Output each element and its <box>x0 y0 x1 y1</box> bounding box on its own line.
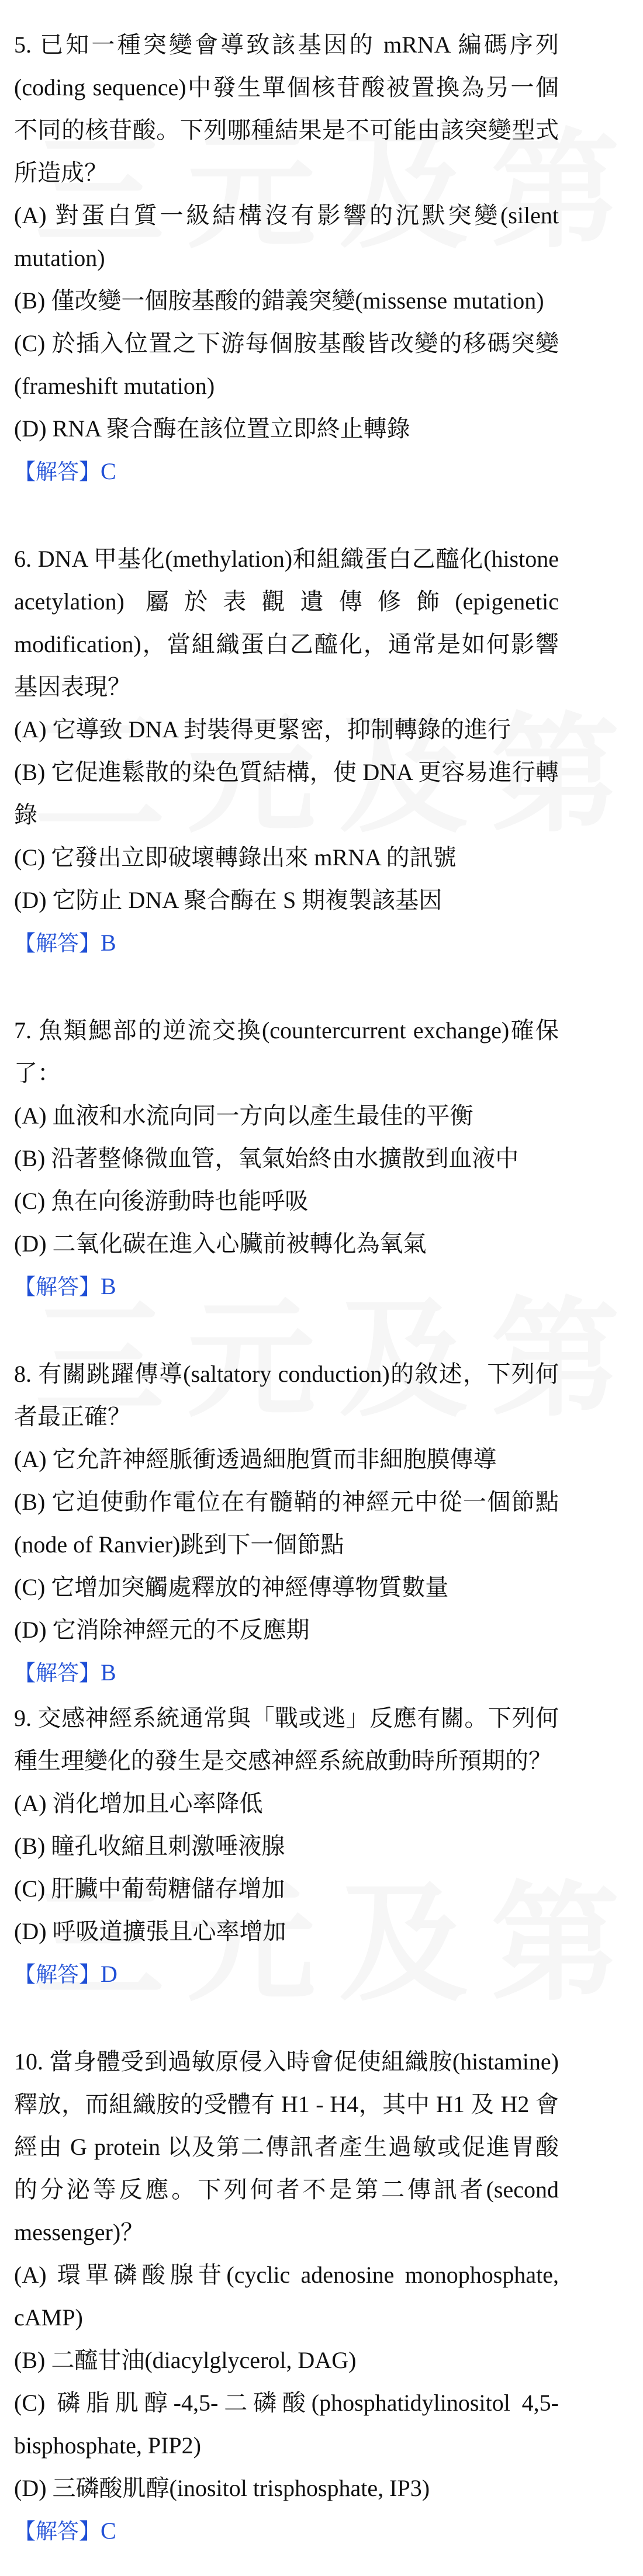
answer-label: 【解答】 <box>14 931 101 956</box>
answer-value: D <box>101 1961 117 1987</box>
question-stem: 10. 當身體受到過敏原侵入時會促使組織胺(histamine)釋放，而組織胺的受體有 H1 - H4，其中 H1 及 H2 會經由 G protein 以及第二傳訊者產生過敏或促進胃酸的分泌等反應。下列何者不是第二傳訊者(second messenger)？ <box>14 2048 559 2245</box>
question-stem: 6. DNA 甲基化(methylation)和組織蛋白乙醯化(histone acetylation) 屬於表觀遺傳修飾(epigenetic modification)，當組織蛋白乙醯化，通常是如何影響基因表現？ <box>14 546 559 700</box>
option-d: (D) 它防止 DNA 聚合酶在 S 期複製該基因 <box>14 887 443 913</box>
question-stem: 5. 已知一種突變會導致該基因的 mRNA 編碼序列(coding sequence)中發生單個核苷酸被置換為另一個不同的核苷酸。下列哪種結果是不可能由該突變型式所造成？ <box>14 32 559 186</box>
option-b: (B) 它促進鬆散的染色質結構，使 DNA 更容易進行轉錄 <box>14 759 559 828</box>
option-a: (A) 它允許神經脈衝透過細胞質而非細胞膜傳導 <box>14 1446 497 1472</box>
answer-label: 【解答】 <box>14 2519 101 2544</box>
answer-line <box>14 2509 559 2553</box>
option-a: (A) 對蛋白質一級結構沒有影響的沉默突變(silent mutation) <box>14 202 559 271</box>
option-c: (C) 磷脂肌醇-4,5-二磷酸(phosphatidylinositol 4,5-bisphosphate, PIP2) <box>14 2390 559 2459</box>
answer-line <box>14 1953 559 1996</box>
option-d: (D) 三磷酸肌醇(inositol trisphosphate, IP3) <box>14 2475 430 2501</box>
option-c: (C) 它發出立即破壞轉錄出來 mRNA 的訊號 <box>14 844 457 871</box>
option-d: (D) 它消除神經元的不反應期 <box>14 1617 310 1643</box>
question-stem: 9. 交感神經系統通常與「戰或逃」反應有關。下列何種生理變化的發生是交感神經系統啟動時所預期的？ <box>14 1705 559 1774</box>
question-8 <box>14 1353 559 1694</box>
answer-value: B <box>101 1273 116 1299</box>
answer-label: 【解答】 <box>14 1660 101 1686</box>
question-stem: 8. 有關跳躍傳導(saltatory conduction)的敘述，下列何者最正確？ <box>14 1361 559 1430</box>
option-d: (D) RNA 聚合酶在該位置立即終止轉錄 <box>14 415 410 442</box>
answer-value: B <box>101 1659 116 1686</box>
option-c: (C) 於插入位置之下游每個胺基酸皆改變的移碼突變(frameshift mutation) <box>14 330 559 399</box>
question-10 <box>14 2040 559 2553</box>
option-a: (A) 它導致 DNA 封裝得更緊密，抑制轉錄的進行 <box>14 716 511 743</box>
option-c: (C) 魚在向後游動時也能呼吸 <box>14 1188 309 1214</box>
answer-line <box>14 921 559 965</box>
answer-label: 【解答】 <box>14 1962 101 1987</box>
option-d: (D) 呼吸道擴張且心率增加 <box>14 1918 286 1944</box>
option-b: (B) 僅改變一個胺基酸的錯義突變(missense mutation) <box>14 287 544 314</box>
option-a: (A) 環單磷酸腺苷(cyclic adenosine monophosphate, cAMP) <box>14 2262 559 2331</box>
option-c: (C) 它增加突觸處釋放的神經傳導物質數量 <box>14 1574 449 1600</box>
option-b: (B) 瞳孔收縮且刺激唾液腺 <box>14 1833 285 1859</box>
answer-value: B <box>101 930 116 956</box>
answer-value: C <box>101 2518 116 2544</box>
answer-value: C <box>101 458 116 484</box>
option-c: (C) 肝臟中葡萄糖儲存增加 <box>14 1875 285 1902</box>
option-b: (B) 它迫使動作電位在有髓鞘的神經元中從一個節點(node of Ranvier)跳到下一個節點 <box>14 1489 559 1558</box>
option-b: (B) 沿著整條微血管，氧氣始終由水擴散到血液中 <box>14 1145 519 1171</box>
option-a: (A) 消化增加且心率降低 <box>14 1790 263 1816</box>
option-d: (D) 二氧化碳在進入心臟前被轉化為氧氣 <box>14 1230 427 1257</box>
question-5 <box>14 23 559 493</box>
question-9 <box>14 1697 559 1996</box>
question-stem: 7. 魚類鰓部的逆流交換(countercurrent exchange)確保了： <box>14 1017 559 1086</box>
answer-line <box>14 1265 559 1308</box>
option-b: (B) 二醯甘油(diacylglycerol, DAG) <box>14 2347 357 2373</box>
answer-label: 【解答】 <box>14 459 101 484</box>
answer-label: 【解答】 <box>14 1274 101 1299</box>
answer-line <box>14 450 559 493</box>
answer-line <box>14 1651 559 1694</box>
question-7 <box>14 1009 559 1308</box>
option-a: (A) 血液和水流向同一方向以產生最佳的平衡 <box>14 1102 473 1129</box>
question-6 <box>14 538 559 965</box>
